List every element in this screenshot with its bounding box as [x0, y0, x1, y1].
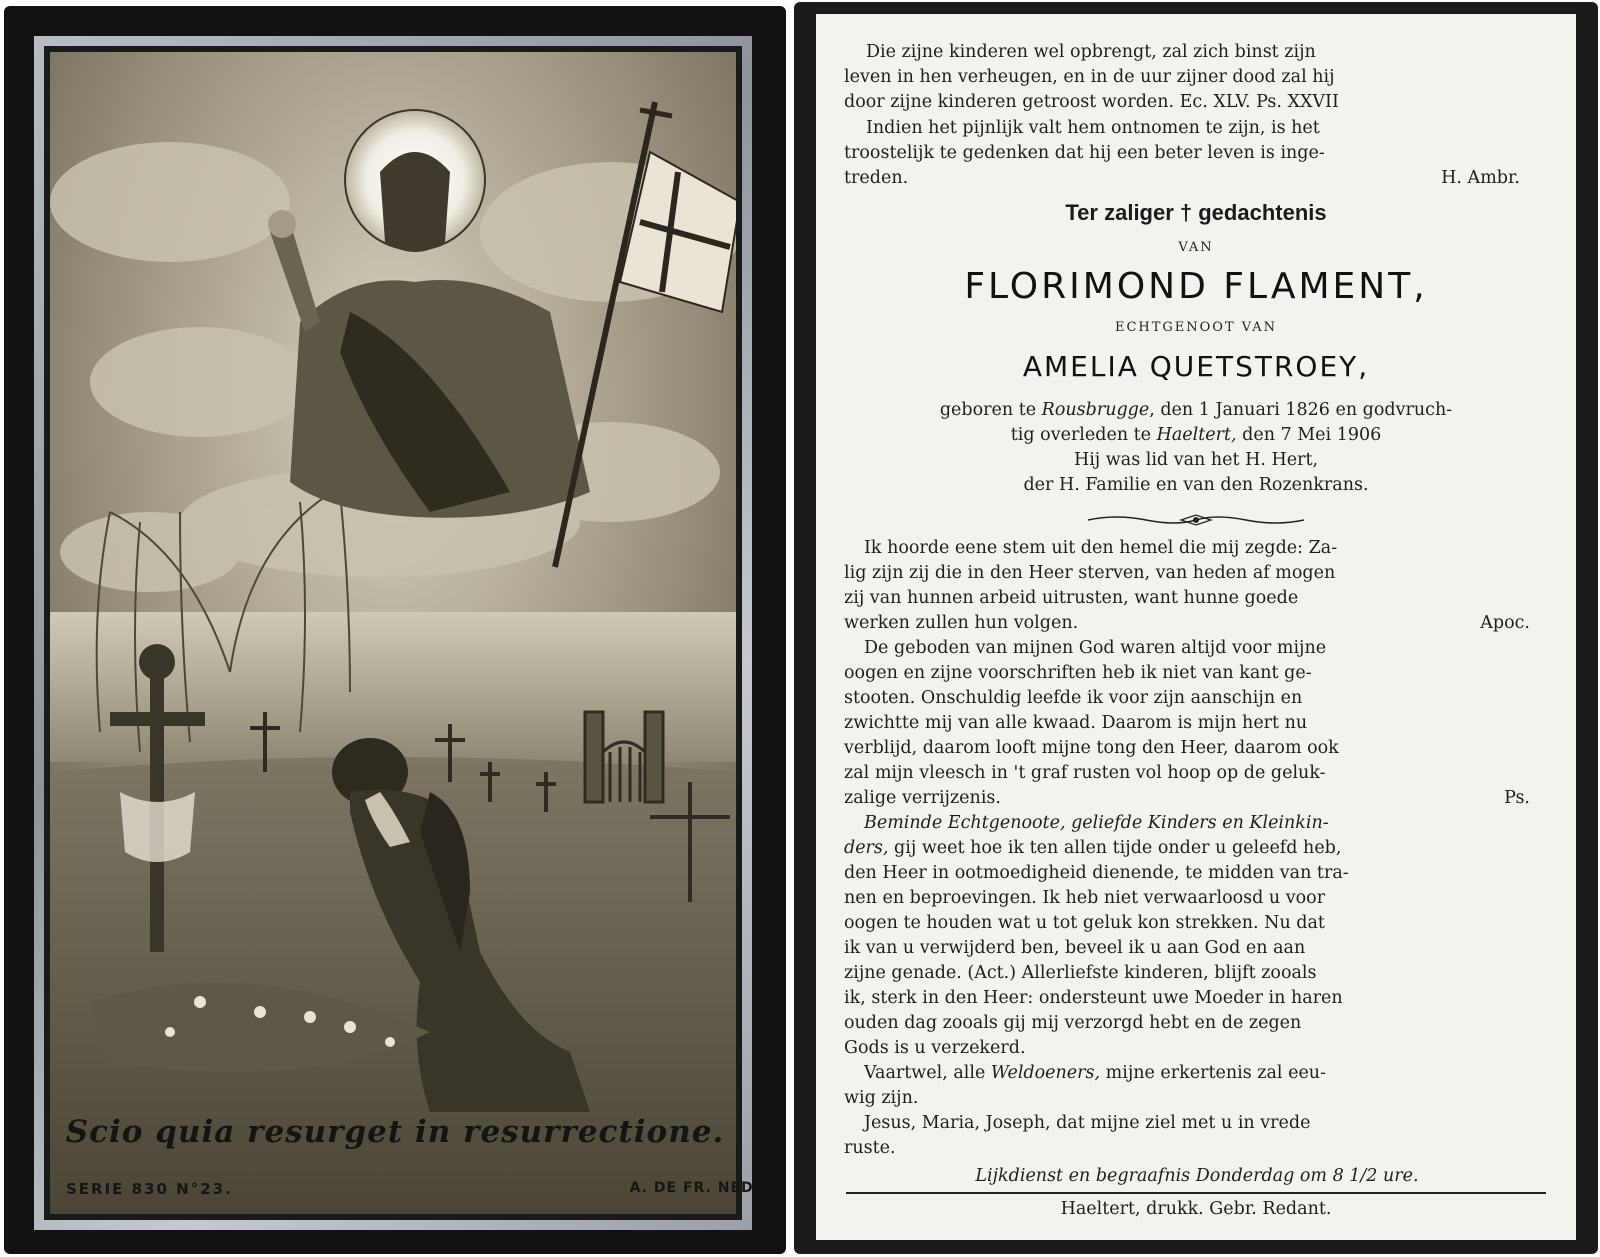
text-line: zijne genade. (Act.) Allerliefste kinderen, blijft zooals: [844, 963, 1317, 983]
resurrection-illustration: [50, 52, 736, 1214]
text-last-line: [844, 611, 1550, 636]
text-line: lig zijn zij die in den Heer sterven, van heden af mogen: [844, 563, 1336, 583]
quote-line: door zijne kinderen getroost worden. Ec. XLV. Ps. XXVII: [844, 92, 1339, 112]
text-line: verblijd, daarom looft mijne tong den Heer, daarom ook: [844, 738, 1339, 758]
divider-rule: [846, 1192, 1546, 1194]
quote-line: treden.: [844, 168, 909, 188]
text-line: De geboden van mijnen God waren altijd voor mijne: [864, 638, 1327, 658]
death-place: Haeltert,: [1156, 425, 1237, 445]
quote-line: troostelijk te gedenken dat hij een beter leven is inge-: [844, 143, 1325, 163]
deceased-name: FLORIMOND FLAMENT,: [964, 266, 1428, 307]
quote-line: Indien het pijnlijk valt hem ontnomen te zijn, is het: [866, 118, 1320, 138]
text-line: ik, sterk in den Heer: ondersteunt uwe Moeder in haren: [844, 988, 1343, 1008]
series-number: SERIE 830 N°23.: [66, 1180, 233, 1198]
text-line: stooten. Onschuldig leefde ik voor zijn aanschijn en: [844, 688, 1303, 708]
text-line: Jesus, Maria, Joseph, dat mijne ziel met u in vrede: [864, 1113, 1311, 1133]
inner-black-border: [44, 46, 742, 1220]
text-line: Ik hoorde eene stem uit den hemel die mij zegde: Za-: [864, 538, 1338, 558]
bio-line: der H. Familie en van den Rozenkrans.: [1023, 475, 1369, 495]
paragraph-psalm: [844, 636, 1550, 811]
printer-line: Haeltert, drukk. Gebr. Redant.: [1060, 1199, 1332, 1219]
text-line: Gods is u verzekerd.: [844, 1038, 1026, 1058]
bio-line: [836, 398, 1556, 423]
text-line: werken zullen hun volgen.: [844, 613, 1079, 633]
text-italic: ders,: [844, 838, 889, 858]
quote-ecclesiasticus: [844, 40, 1550, 115]
text-plain: mijne erkertenis zal eeu-: [1100, 1063, 1326, 1083]
funeral-notice: Lijkdienst en begraafnis Donderdag om 8 1/2 ure.: [975, 1166, 1419, 1186]
text-line: oogen te houden wat u tot geluk kon strekken. Nu dat: [844, 913, 1325, 933]
card-paper: [816, 14, 1576, 1240]
bio-text: tig overleden te: [1010, 425, 1157, 445]
text-line: zalige verrijzenis.: [844, 788, 1001, 808]
picture-caption: Scio quia resurget in resurrectione.: [65, 1114, 725, 1150]
quote-ambrose: [844, 116, 1550, 191]
paragraph-thanks: [844, 1061, 1550, 1111]
text-line: ruste.: [844, 1138, 896, 1158]
paragraph-prayer: [844, 1111, 1550, 1161]
paragraph-apocalypse: [844, 536, 1550, 636]
text-line: ouden dag zooals gij mij verzorgd hebt en de zegen: [844, 1013, 1302, 1033]
quote-line: leven in hen verheugen, en in de uur zijner dood zal hij: [844, 67, 1335, 87]
text-italic: Weldoeners,: [990, 1063, 1101, 1083]
birth-place: Rousbrugge: [1041, 400, 1150, 420]
bio-text: geboren te: [939, 400, 1042, 420]
memorial-heading: Ter zaliger † gedachtenis: [1065, 200, 1327, 225]
text-line: nen en beproevingen. Ik heb niet verwaarloosd u voor: [844, 888, 1326, 908]
paragraph-family: [844, 811, 1550, 1061]
memorial-text-card: [794, 2, 1598, 1254]
text-line: den Heer in ootmoedigheid dienende, te midden van tra-: [844, 863, 1349, 883]
quote-line: Die zijne kinderen wel opbrengt, zal zich binst zijn: [866, 42, 1316, 62]
bio-text: , den 1 Januari 1826 en godvruch-: [1149, 400, 1453, 420]
text-line: zwichtte mij van alle kwaad. Daarom is mijn hert nu: [844, 713, 1308, 733]
memorial-picture-card: [4, 6, 786, 1254]
silver-frame: [34, 36, 752, 1230]
spouse-name: AMELIA QUETSTROEY,: [1022, 350, 1370, 383]
publisher-mark: A. DE FR. NED.: [629, 1180, 760, 1196]
van-label: VAN: [1178, 240, 1214, 255]
spouse-label: ECHTGENOOT VAN: [1114, 320, 1278, 335]
bio-line: Hij was lid van het H. Hert,: [1073, 450, 1319, 470]
biography: [836, 398, 1556, 498]
bio-line: [836, 423, 1556, 448]
scripture-source: Apoc.: [1480, 613, 1530, 633]
ornament-divider: [1086, 512, 1306, 528]
text-last-line: [844, 786, 1550, 811]
text-line: zal mijn vleesch in 't graf rusten vol hoop op de geluk-: [844, 763, 1326, 783]
quote-source: H. Ambr.: [1441, 168, 1520, 188]
scripture-source: Ps.: [1504, 788, 1530, 808]
text-line: [844, 1061, 1550, 1086]
text-plain: Vaartwel, alle: [864, 1063, 991, 1083]
text-line: oogen en zijne voorschriften heb ik niet van kant ge-: [844, 663, 1312, 683]
text-line: zij van hunnen arbeid uitrusten, want hunne goede: [844, 588, 1299, 608]
text-line: Beminde Echtgenoote, geliefde Kinders en Kleinkin-: [864, 813, 1329, 833]
text-line: ik van u verwijderd ben, beveel ik u aan God en aan: [844, 938, 1306, 958]
text-line: [844, 836, 1550, 861]
text-line: wig zijn.: [844, 1088, 919, 1108]
devotional-picture: [50, 52, 736, 1214]
bio-text: den 7 Mei 1906: [1236, 425, 1382, 445]
quote-last-line: [844, 166, 1550, 191]
text-plain: gij weet hoe ik ten allen tijde onder u geleefd heb,: [888, 838, 1342, 858]
